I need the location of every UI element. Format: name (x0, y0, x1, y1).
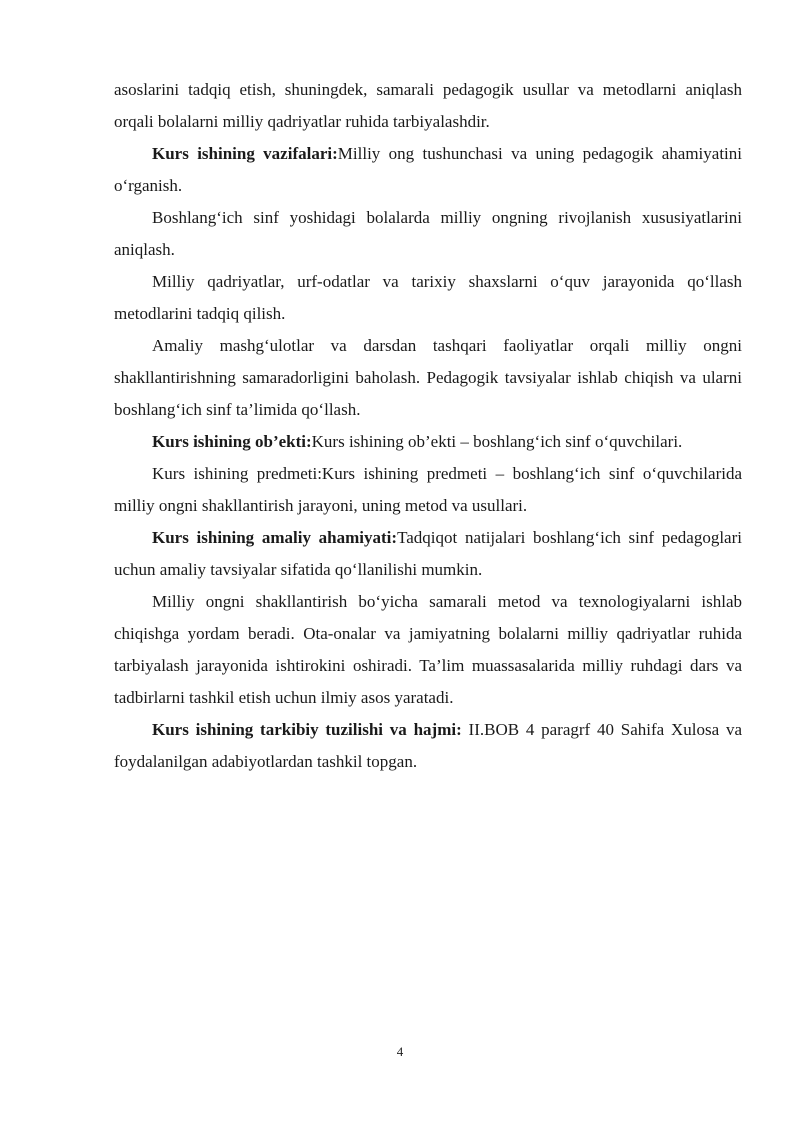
paragraph-text: Kurs ishining predmeti:Kurs ishining predmeti – boshlang‘ich sinf o‘quvchilarida milliy ongni shakllantirish jarayoni, uning metod va usullari. (114, 464, 742, 515)
paragraph-task-4 (114, 330, 742, 426)
paragraph-text: asoslarini tadqiq etish, shuningdek, samarali pedagogik usullar va metodlarni aniqlash orqali bolalarni milliy qadriyatlar ruhida tarbiyalashdir. (114, 80, 742, 131)
paragraph-label: Kurs ishining tarkibiy tuzilishi va hajmi: (152, 720, 469, 739)
paragraph-practical-significance (114, 522, 742, 586)
paragraph-text: Milliy ongni shakllantirish bo‘yicha samarali metod va texnologiyalarni ishlab chiqishga yordam beradi. Ota-onalar va jamiyatning bolalarni milliy qadriyatlar ruhida tarbiyalash jarayonida ishtirokini oshiradi. Ta’lim muassasalarida milliy ruhdagi dars va tadbirlarni tashkil etish uchun ilmiy asos yaratadi. (114, 592, 742, 707)
paragraph-object (114, 426, 742, 458)
paragraph-purpose-continuation (114, 74, 742, 138)
paragraph-text: Tadqiqot natijalari boshlang‘ich sinf pedagoglari uchun amaliy tavsiyalar sifatida qo‘llanilishi mumkin. (114, 528, 742, 579)
paragraph-label: Kurs ishining vazifalari: (152, 144, 338, 163)
document-body (114, 74, 742, 778)
page-number: 4 (396, 1044, 404, 1059)
paragraph-subject (114, 458, 742, 522)
paragraph-tasks (114, 138, 742, 202)
paragraph-text: Milliy qadriyatlar, urf-odatlar va tarixiy shaxslarni o‘quv jarayonida qo‘llash metodlarini tadqiq qilish. (114, 272, 742, 323)
paragraph-text: Amaliy mashg‘ulotlar va darsdan tashqari faoliyatlar orqali milliy ongni shakllantirishning samaradorligini baholash. Pedagogik tavsiyalar ishlab chiqish va ularni boshlang‘ich sinf ta’limida qo‘llash. (114, 336, 742, 419)
paragraph-text: II.BOB 4 paragrf 40 Sahifa Xulosa va foydalanilgan adabiyotlardan tashkil topgan. (114, 720, 742, 771)
paragraph-task-2 (114, 202, 742, 266)
paragraph-structure (114, 714, 742, 778)
paragraph-label: Kurs ishining amaliy ahamiyati: (152, 528, 398, 547)
paragraph-label: Kurs ishining ob’ekti: (152, 432, 312, 451)
paragraph-significance-details (114, 586, 742, 714)
paragraph-task-3 (114, 266, 742, 330)
paragraph-text: Kurs ishining ob’ekti – boshlang‘ich sinf o‘quvchilari. (311, 432, 683, 451)
paragraph-text: Milliy ong tushunchasi va uning pedagogik ahamiyatini o‘rganish. (114, 144, 742, 195)
paragraph-text: Boshlang‘ich sinf yoshidagi bolalarda milliy ongning rivojlanish xususiyatlarini aniqlash. (114, 208, 742, 259)
